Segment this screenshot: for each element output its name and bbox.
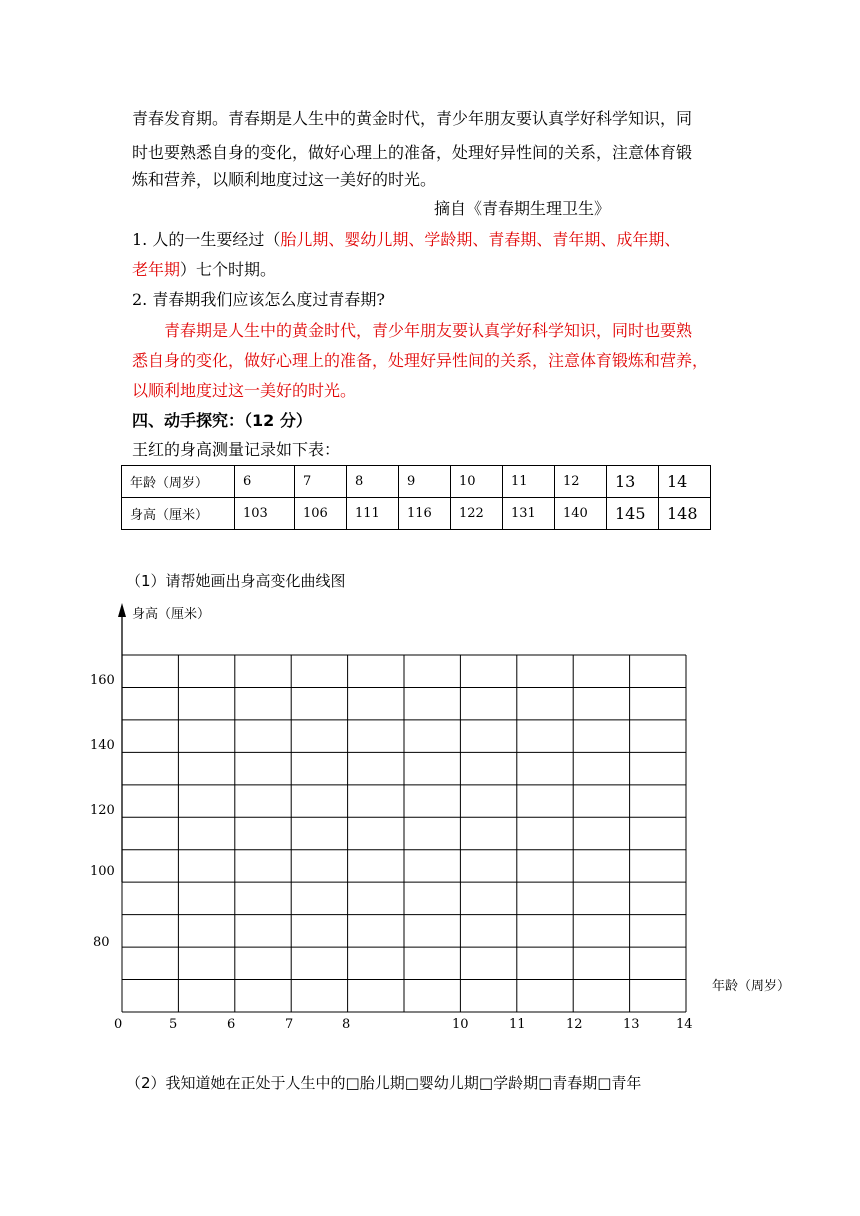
paragraph-line-1: 青春发育期。青春期是人生中的黄金时代，青少年朋友要认真学好科学知识，同 [132, 109, 693, 128]
y-tick-label: 120 [90, 803, 115, 818]
age-cell: 9 [399, 466, 451, 498]
x-tick-label: 6 [227, 1017, 236, 1032]
y-tick-label: 160 [90, 673, 115, 688]
age-cell: 11 [503, 466, 555, 498]
section-4-title: 四、动手探究：（12 分） [132, 411, 312, 430]
grid-lines [122, 655, 686, 1012]
height-cell: 111 [347, 498, 399, 530]
age-cell: 13 [607, 466, 659, 498]
task-1-instruction: （1）请帮她画出身高变化曲线图 [126, 572, 346, 590]
age-cell: 10 [451, 466, 503, 498]
age-cell: 14 [659, 466, 711, 498]
height-cell: 116 [399, 498, 451, 530]
height-cell: 131 [503, 498, 555, 530]
question-2: 2. 青春期我们应该怎么度过青春期? [132, 290, 385, 309]
height-cell: 106 [295, 498, 347, 530]
height-cell: 140 [555, 498, 607, 530]
y-axis-arrow-icon [118, 603, 126, 617]
y-axis-label: 身高（厘米） [132, 607, 211, 622]
question-1-prefix: 1. 人的一生要经过（ [132, 230, 281, 249]
x-tick-label: 12 [566, 1017, 583, 1032]
question-2-answer-line-2: 悉自身的变化，做好心理上的准备，处理好异性间的关系，注意体育锻炼和营养， [132, 351, 709, 370]
table-intro: 王红的身高测量记录如下表： [132, 440, 341, 459]
x-axis-label: 年龄（周岁） [712, 979, 791, 994]
x-tick-label: 5 [169, 1017, 178, 1032]
y-tick-label: 140 [90, 738, 115, 753]
height-cell: 145 [607, 498, 659, 530]
x-tick-label: 13 [623, 1017, 640, 1032]
x-tick-label: 7 [285, 1017, 294, 1032]
age-cell: 7 [295, 466, 347, 498]
y-tick-label: 80 [93, 935, 110, 950]
x-tick-label: 10 [452, 1017, 469, 1032]
x-tick-label: 8 [342, 1017, 351, 1032]
question-1-answer-part-1: 胎儿期、婴幼儿期、学龄期、青春期、青年期、成年期、 [280, 230, 681, 249]
x-tick-label: 14 [676, 1017, 693, 1032]
task-2-instruction: （2）我知道她在正处于人生中的□胎儿期□婴幼儿期□学龄期□青春期□青年 [126, 1074, 642, 1092]
age-row-label: 年龄（周岁） [122, 466, 235, 498]
question-2-answer-line-1: 青春期是人生中的黄金时代，青少年朋友要认真学好科学知识，同时也要熟 [164, 321, 693, 340]
y-tick-label: 100 [90, 864, 115, 879]
age-cell: 6 [235, 466, 295, 498]
question-1-answer-part-2: 老年期 [132, 260, 181, 279]
x-tick-label: 11 [509, 1017, 526, 1032]
question-1-suffix: ）七个时期。 [180, 260, 277, 279]
paragraph-line-3: 炼和营养，以顺利地度过这一美好的时光。 [132, 170, 437, 189]
height-cell: 148 [659, 498, 711, 530]
age-cell: 12 [555, 466, 607, 498]
height-row-label: 身高（厘米） [122, 498, 235, 530]
height-cell: 122 [451, 498, 503, 530]
x-tick-label: 0 [114, 1017, 123, 1032]
age-cell: 8 [347, 466, 399, 498]
question-2-answer-line-3: 以顺利地度过这一美好的时光。 [132, 381, 357, 400]
source-citation: 摘自《青春期生理卫生》 [434, 199, 611, 218]
height-cell: 103 [235, 498, 295, 530]
paragraph-line-2: 时也要熟悉自身的变化，做好心理上的准备，处理好异性间的关系，注意体育锻 [132, 143, 693, 162]
